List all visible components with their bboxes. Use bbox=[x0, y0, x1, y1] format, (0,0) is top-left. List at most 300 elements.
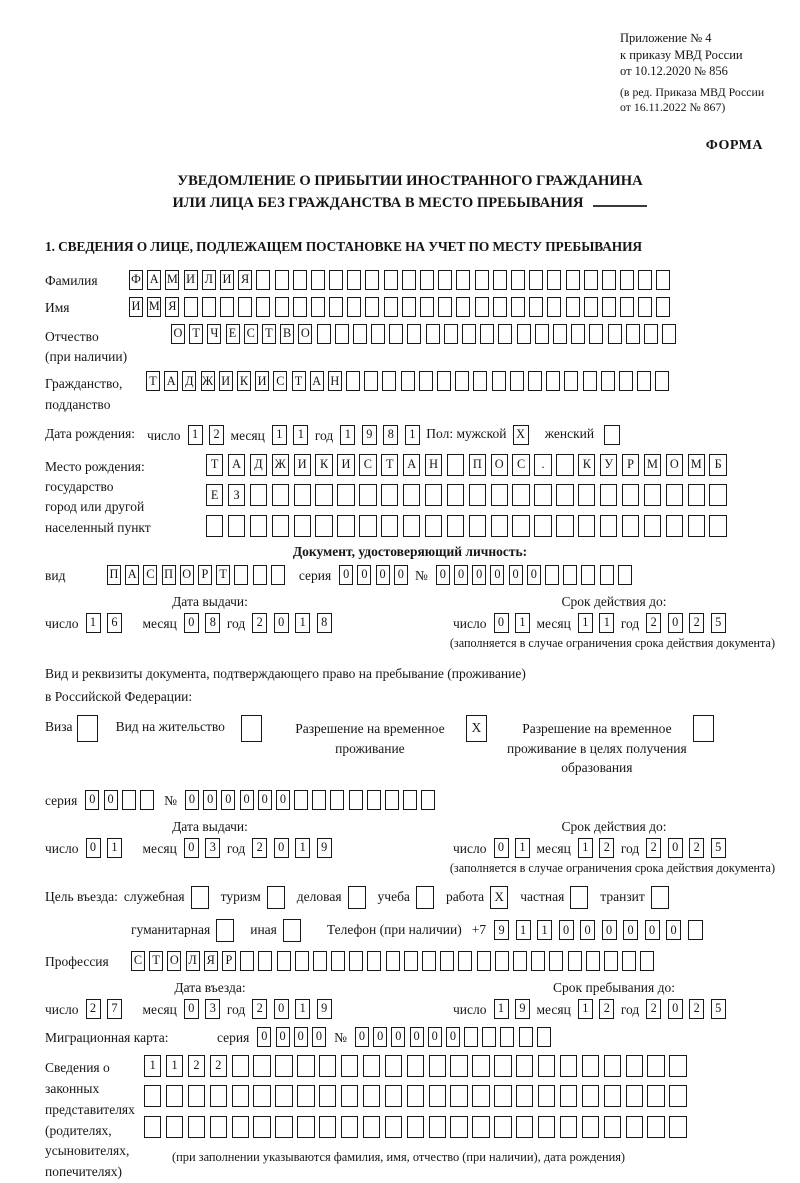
char-cell[interactable]: 0 bbox=[454, 565, 468, 585]
char-cell[interactable] bbox=[669, 1085, 686, 1107]
char-cell[interactable] bbox=[341, 1116, 358, 1138]
char-cell[interactable] bbox=[271, 565, 285, 585]
char-cell[interactable] bbox=[563, 565, 577, 585]
char-cell[interactable] bbox=[637, 371, 651, 391]
char-cell[interactable]: 0 bbox=[221, 790, 235, 810]
char-cell[interactable]: 1 bbox=[537, 920, 552, 940]
char-cell[interactable]: 0 bbox=[339, 565, 353, 585]
char-cell[interactable] bbox=[491, 515, 508, 537]
char-cell[interactable]: 2 bbox=[86, 999, 101, 1019]
char-cell[interactable]: С bbox=[131, 951, 145, 971]
char-cell[interactable] bbox=[582, 1055, 599, 1077]
char-cell[interactable]: З bbox=[228, 484, 245, 506]
char-cell[interactable] bbox=[166, 1116, 183, 1138]
sex-female-checkbox[interactable] bbox=[604, 425, 620, 445]
char-cell[interactable]: 0 bbox=[428, 1027, 442, 1047]
char-cell[interactable] bbox=[608, 324, 622, 344]
char-cell[interactable] bbox=[644, 324, 658, 344]
char-cell[interactable]: Б bbox=[709, 454, 726, 476]
char-cell[interactable]: Н bbox=[328, 371, 342, 391]
char-cell[interactable]: Я bbox=[165, 297, 179, 317]
char-cell[interactable] bbox=[275, 1055, 292, 1077]
char-cell[interactable] bbox=[556, 484, 573, 506]
char-cell[interactable]: 1 bbox=[293, 425, 308, 445]
char-cell[interactable] bbox=[426, 324, 440, 344]
char-cell[interactable] bbox=[294, 515, 311, 537]
char-cell[interactable]: С bbox=[512, 454, 529, 476]
purpose-work-checkbox[interactable]: X bbox=[490, 886, 508, 909]
char-cell[interactable] bbox=[492, 371, 506, 391]
char-cell[interactable] bbox=[402, 297, 416, 317]
char-cell[interactable] bbox=[537, 1027, 551, 1047]
char-cell[interactable]: А bbox=[310, 371, 324, 391]
char-cell[interactable]: 0 bbox=[494, 838, 509, 858]
char-cell[interactable]: 0 bbox=[645, 920, 660, 940]
char-cell[interactable] bbox=[638, 270, 652, 290]
char-cell[interactable] bbox=[622, 484, 639, 506]
char-cell[interactable]: 0 bbox=[394, 565, 408, 585]
char-cell[interactable] bbox=[604, 1085, 621, 1107]
char-cell[interactable]: 1 bbox=[494, 999, 509, 1019]
char-cell[interactable] bbox=[238, 297, 252, 317]
char-cell[interactable] bbox=[275, 270, 289, 290]
char-cell[interactable] bbox=[389, 324, 403, 344]
char-cell[interactable] bbox=[438, 297, 452, 317]
char-cell[interactable]: С bbox=[143, 565, 157, 585]
purpose-humanitarian-checkbox[interactable] bbox=[216, 919, 234, 942]
char-cell[interactable] bbox=[184, 297, 198, 317]
temp-residence-education-checkbox[interactable] bbox=[693, 715, 714, 742]
char-cell[interactable]: 0 bbox=[357, 565, 371, 585]
char-cell[interactable] bbox=[365, 297, 379, 317]
char-cell[interactable]: 0 bbox=[668, 999, 683, 1019]
char-cell[interactable] bbox=[450, 1085, 467, 1107]
char-cell[interactable]: 1 bbox=[188, 425, 203, 445]
char-cell[interactable] bbox=[228, 515, 245, 537]
char-cell[interactable] bbox=[655, 371, 669, 391]
char-cell[interactable]: Е bbox=[226, 324, 240, 344]
char-cell[interactable] bbox=[586, 951, 600, 971]
char-cell[interactable] bbox=[385, 790, 399, 810]
char-cell[interactable]: 0 bbox=[104, 790, 118, 810]
char-cell[interactable] bbox=[240, 951, 254, 971]
char-cell[interactable] bbox=[547, 270, 561, 290]
char-cell[interactable]: 2 bbox=[188, 1055, 205, 1077]
char-cell[interactable] bbox=[420, 297, 434, 317]
char-cell[interactable]: 0 bbox=[559, 920, 574, 940]
char-cell[interactable] bbox=[206, 515, 223, 537]
char-cell[interactable] bbox=[421, 790, 435, 810]
char-cell[interactable]: 0 bbox=[86, 838, 101, 858]
char-cell[interactable]: 0 bbox=[436, 565, 450, 585]
char-cell[interactable] bbox=[640, 951, 654, 971]
char-cell[interactable] bbox=[450, 1116, 467, 1138]
char-cell[interactable]: . bbox=[534, 454, 551, 476]
char-cell[interactable]: 2 bbox=[689, 613, 704, 633]
char-cell[interactable] bbox=[363, 1085, 380, 1107]
char-cell[interactable]: 0 bbox=[355, 1027, 369, 1047]
char-cell[interactable] bbox=[386, 951, 400, 971]
char-cell[interactable] bbox=[583, 371, 597, 391]
char-cell[interactable]: Ж bbox=[272, 454, 289, 476]
char-cell[interactable] bbox=[210, 1085, 227, 1107]
char-cell[interactable] bbox=[510, 371, 524, 391]
char-cell[interactable] bbox=[335, 324, 349, 344]
char-cell[interactable] bbox=[425, 484, 442, 506]
char-cell[interactable] bbox=[462, 324, 476, 344]
char-cell[interactable]: 2 bbox=[689, 999, 704, 1019]
char-cell[interactable]: 0 bbox=[602, 920, 617, 940]
char-cell[interactable]: 0 bbox=[668, 613, 683, 633]
char-cell[interactable]: 0 bbox=[185, 790, 199, 810]
char-cell[interactable] bbox=[493, 297, 507, 317]
char-cell[interactable] bbox=[626, 1116, 643, 1138]
char-cell[interactable]: 8 bbox=[317, 613, 332, 633]
char-cell[interactable]: 0 bbox=[85, 790, 99, 810]
char-cell[interactable]: М bbox=[644, 454, 661, 476]
char-cell[interactable] bbox=[295, 951, 309, 971]
char-cell[interactable] bbox=[341, 1055, 358, 1077]
char-cell[interactable]: Т bbox=[189, 324, 203, 344]
char-cell[interactable]: 1 bbox=[578, 838, 593, 858]
char-cell[interactable] bbox=[482, 1027, 496, 1047]
char-cell[interactable] bbox=[256, 297, 270, 317]
char-cell[interactable] bbox=[571, 324, 585, 344]
char-cell[interactable] bbox=[534, 515, 551, 537]
char-cell[interactable]: С bbox=[359, 454, 376, 476]
char-cell[interactable] bbox=[656, 270, 670, 290]
char-cell[interactable] bbox=[404, 951, 418, 971]
char-cell[interactable] bbox=[347, 297, 361, 317]
char-cell[interactable] bbox=[600, 515, 617, 537]
char-cell[interactable] bbox=[604, 1055, 621, 1077]
char-cell[interactable]: Л bbox=[186, 951, 200, 971]
char-cell[interactable]: 9 bbox=[515, 999, 530, 1019]
char-cell[interactable]: И bbox=[337, 454, 354, 476]
char-cell[interactable] bbox=[566, 270, 580, 290]
char-cell[interactable] bbox=[349, 951, 363, 971]
char-cell[interactable] bbox=[669, 1116, 686, 1138]
char-cell[interactable] bbox=[475, 297, 489, 317]
char-cell[interactable]: Ч bbox=[207, 324, 221, 344]
char-cell[interactable] bbox=[604, 951, 618, 971]
char-cell[interactable] bbox=[456, 297, 470, 317]
char-cell[interactable] bbox=[403, 484, 420, 506]
char-cell[interactable] bbox=[547, 297, 561, 317]
char-cell[interactable] bbox=[293, 270, 307, 290]
char-cell[interactable] bbox=[317, 324, 331, 344]
char-cell[interactable] bbox=[329, 270, 343, 290]
char-cell[interactable] bbox=[584, 270, 598, 290]
char-cell[interactable]: Т bbox=[381, 454, 398, 476]
char-cell[interactable] bbox=[491, 484, 508, 506]
purpose-other-checkbox[interactable] bbox=[283, 919, 301, 942]
char-cell[interactable]: О bbox=[180, 565, 194, 585]
char-cell[interactable] bbox=[384, 297, 398, 317]
char-cell[interactable]: Д bbox=[250, 454, 267, 476]
char-cell[interactable] bbox=[553, 324, 567, 344]
char-cell[interactable]: Т bbox=[149, 951, 163, 971]
char-cell[interactable] bbox=[347, 270, 361, 290]
char-cell[interactable] bbox=[647, 1055, 664, 1077]
char-cell[interactable] bbox=[444, 324, 458, 344]
char-cell[interactable] bbox=[455, 371, 469, 391]
char-cell[interactable] bbox=[359, 484, 376, 506]
char-cell[interactable] bbox=[688, 920, 703, 940]
char-cell[interactable]: 3 bbox=[205, 838, 220, 858]
char-cell[interactable]: О bbox=[171, 324, 185, 344]
char-cell[interactable]: 0 bbox=[623, 920, 638, 940]
char-cell[interactable]: 0 bbox=[274, 838, 289, 858]
char-cell[interactable]: 0 bbox=[276, 790, 290, 810]
char-cell[interactable] bbox=[469, 484, 486, 506]
char-cell[interactable] bbox=[407, 324, 421, 344]
purpose-tourism-checkbox[interactable] bbox=[267, 886, 285, 909]
char-cell[interactable] bbox=[253, 1116, 270, 1138]
char-cell[interactable]: 6 bbox=[107, 613, 122, 633]
char-cell[interactable] bbox=[513, 951, 527, 971]
char-cell[interactable] bbox=[638, 297, 652, 317]
char-cell[interactable] bbox=[688, 515, 705, 537]
char-cell[interactable] bbox=[447, 484, 464, 506]
char-cell[interactable]: Ж bbox=[201, 371, 215, 391]
char-cell[interactable] bbox=[450, 1055, 467, 1077]
char-cell[interactable] bbox=[422, 951, 436, 971]
char-cell[interactable] bbox=[666, 484, 683, 506]
char-cell[interactable] bbox=[220, 297, 234, 317]
char-cell[interactable] bbox=[319, 1116, 336, 1138]
char-cell[interactable] bbox=[253, 1085, 270, 1107]
char-cell[interactable] bbox=[589, 324, 603, 344]
char-cell[interactable] bbox=[407, 1085, 424, 1107]
char-cell[interactable]: Т bbox=[206, 454, 223, 476]
char-cell[interactable] bbox=[472, 1116, 489, 1138]
char-cell[interactable] bbox=[272, 484, 289, 506]
char-cell[interactable] bbox=[331, 951, 345, 971]
char-cell[interactable] bbox=[297, 1085, 314, 1107]
char-cell[interactable] bbox=[293, 297, 307, 317]
char-cell[interactable]: 1 bbox=[515, 838, 530, 858]
char-cell[interactable]: М bbox=[165, 270, 179, 290]
char-cell[interactable] bbox=[319, 1085, 336, 1107]
char-cell[interactable]: Т bbox=[146, 371, 160, 391]
char-cell[interactable] bbox=[669, 1055, 686, 1077]
char-cell[interactable]: 0 bbox=[274, 613, 289, 633]
char-cell[interactable] bbox=[363, 1116, 380, 1138]
char-cell[interactable] bbox=[437, 371, 451, 391]
char-cell[interactable] bbox=[475, 270, 489, 290]
char-cell[interactable]: П bbox=[107, 565, 121, 585]
char-cell[interactable] bbox=[601, 371, 615, 391]
char-cell[interactable] bbox=[622, 515, 639, 537]
char-cell[interactable] bbox=[419, 371, 433, 391]
char-cell[interactable]: 0 bbox=[184, 613, 199, 633]
char-cell[interactable] bbox=[469, 515, 486, 537]
char-cell[interactable] bbox=[529, 270, 543, 290]
char-cell[interactable]: 1 bbox=[515, 613, 530, 633]
char-cell[interactable]: 0 bbox=[446, 1027, 460, 1047]
char-cell[interactable]: 1 bbox=[86, 613, 101, 633]
char-cell[interactable] bbox=[546, 371, 560, 391]
char-cell[interactable]: 1 bbox=[516, 920, 531, 940]
sex-male-checkbox[interactable]: X bbox=[513, 425, 529, 445]
char-cell[interactable]: 0 bbox=[312, 1027, 326, 1047]
char-cell[interactable] bbox=[250, 515, 267, 537]
char-cell[interactable] bbox=[385, 1085, 402, 1107]
char-cell[interactable]: 0 bbox=[276, 1027, 290, 1047]
char-cell[interactable] bbox=[626, 1055, 643, 1077]
char-cell[interactable]: К bbox=[578, 454, 595, 476]
char-cell[interactable] bbox=[512, 515, 529, 537]
char-cell[interactable]: Е bbox=[206, 484, 223, 506]
char-cell[interactable] bbox=[402, 270, 416, 290]
char-cell[interactable] bbox=[253, 565, 267, 585]
char-cell[interactable] bbox=[556, 515, 573, 537]
char-cell[interactable]: 2 bbox=[210, 1055, 227, 1077]
char-cell[interactable] bbox=[403, 790, 417, 810]
char-cell[interactable]: 2 bbox=[252, 838, 267, 858]
char-cell[interactable]: 2 bbox=[689, 838, 704, 858]
char-cell[interactable] bbox=[582, 1116, 599, 1138]
char-cell[interactable]: 8 bbox=[205, 613, 220, 633]
char-cell[interactable] bbox=[367, 790, 381, 810]
char-cell[interactable] bbox=[556, 454, 573, 476]
char-cell[interactable] bbox=[337, 515, 354, 537]
purpose-business-checkbox[interactable] bbox=[348, 886, 366, 909]
char-cell[interactable]: 0 bbox=[373, 1027, 387, 1047]
char-cell[interactable] bbox=[535, 324, 549, 344]
char-cell[interactable] bbox=[619, 371, 633, 391]
char-cell[interactable]: 1 bbox=[295, 999, 310, 1019]
char-cell[interactable]: 2 bbox=[252, 613, 267, 633]
char-cell[interactable] bbox=[275, 1085, 292, 1107]
char-cell[interactable] bbox=[662, 324, 676, 344]
char-cell[interactable]: 0 bbox=[294, 1027, 308, 1047]
char-cell[interactable]: Д bbox=[182, 371, 196, 391]
char-cell[interactable] bbox=[232, 1085, 249, 1107]
char-cell[interactable]: 0 bbox=[509, 565, 523, 585]
char-cell[interactable] bbox=[545, 565, 559, 585]
char-cell[interactable] bbox=[512, 484, 529, 506]
char-cell[interactable] bbox=[144, 1085, 161, 1107]
char-cell[interactable]: 0 bbox=[274, 999, 289, 1019]
char-cell[interactable]: 1 bbox=[166, 1055, 183, 1077]
char-cell[interactable] bbox=[578, 515, 595, 537]
char-cell[interactable] bbox=[600, 565, 614, 585]
char-cell[interactable] bbox=[210, 1116, 227, 1138]
char-cell[interactable] bbox=[294, 790, 308, 810]
char-cell[interactable] bbox=[429, 1085, 446, 1107]
char-cell[interactable] bbox=[604, 1116, 621, 1138]
char-cell[interactable]: Т bbox=[292, 371, 306, 391]
char-cell[interactable] bbox=[622, 951, 636, 971]
char-cell[interactable] bbox=[312, 790, 326, 810]
char-cell[interactable] bbox=[429, 1116, 446, 1138]
char-cell[interactable] bbox=[709, 515, 726, 537]
char-cell[interactable] bbox=[618, 565, 632, 585]
char-cell[interactable]: Л bbox=[202, 270, 216, 290]
char-cell[interactable] bbox=[341, 1085, 358, 1107]
char-cell[interactable] bbox=[315, 484, 332, 506]
char-cell[interactable] bbox=[560, 1055, 577, 1077]
char-cell[interactable] bbox=[250, 484, 267, 506]
char-cell[interactable]: У bbox=[600, 454, 617, 476]
char-cell[interactable]: И bbox=[129, 297, 143, 317]
char-cell[interactable] bbox=[620, 297, 634, 317]
char-cell[interactable] bbox=[528, 371, 542, 391]
char-cell[interactable] bbox=[600, 484, 617, 506]
char-cell[interactable] bbox=[256, 270, 270, 290]
char-cell[interactable]: 0 bbox=[494, 613, 509, 633]
char-cell[interactable] bbox=[429, 1055, 446, 1077]
char-cell[interactable] bbox=[480, 324, 494, 344]
char-cell[interactable]: 0 bbox=[472, 565, 486, 585]
char-cell[interactable]: 7 bbox=[107, 999, 122, 1019]
char-cell[interactable]: 9 bbox=[362, 425, 377, 445]
char-cell[interactable]: 1 bbox=[272, 425, 287, 445]
char-cell[interactable] bbox=[144, 1116, 161, 1138]
char-cell[interactable] bbox=[626, 1085, 643, 1107]
char-cell[interactable]: 0 bbox=[580, 920, 595, 940]
char-cell[interactable] bbox=[529, 297, 543, 317]
char-cell[interactable]: Т bbox=[216, 565, 230, 585]
char-cell[interactable]: 3 bbox=[205, 999, 220, 1019]
visa-checkbox[interactable] bbox=[77, 715, 98, 742]
char-cell[interactable]: 1 bbox=[295, 613, 310, 633]
char-cell[interactable] bbox=[367, 951, 381, 971]
char-cell[interactable]: Ф bbox=[129, 270, 143, 290]
char-cell[interactable] bbox=[407, 1055, 424, 1077]
char-cell[interactable] bbox=[516, 1085, 533, 1107]
char-cell[interactable]: 0 bbox=[184, 999, 199, 1019]
char-cell[interactable] bbox=[232, 1055, 249, 1077]
char-cell[interactable] bbox=[688, 484, 705, 506]
char-cell[interactable] bbox=[353, 324, 367, 344]
char-cell[interactable]: О bbox=[167, 951, 181, 971]
char-cell[interactable] bbox=[420, 270, 434, 290]
char-cell[interactable] bbox=[337, 484, 354, 506]
char-cell[interactable] bbox=[626, 324, 640, 344]
char-cell[interactable] bbox=[517, 324, 531, 344]
char-cell[interactable]: 1 bbox=[144, 1055, 161, 1077]
char-cell[interactable]: 1 bbox=[405, 425, 420, 445]
char-cell[interactable] bbox=[516, 1055, 533, 1077]
char-cell[interactable] bbox=[602, 297, 616, 317]
char-cell[interactable]: 8 bbox=[383, 425, 398, 445]
char-cell[interactable]: 2 bbox=[209, 425, 224, 445]
char-cell[interactable]: Р bbox=[222, 951, 236, 971]
char-cell[interactable] bbox=[500, 1027, 514, 1047]
char-cell[interactable] bbox=[371, 324, 385, 344]
char-cell[interactable]: С bbox=[244, 324, 258, 344]
purpose-study-checkbox[interactable] bbox=[416, 886, 434, 909]
char-cell[interactable] bbox=[407, 1116, 424, 1138]
char-cell[interactable]: М bbox=[688, 454, 705, 476]
char-cell[interactable]: Т bbox=[262, 324, 276, 344]
char-cell[interactable] bbox=[538, 1085, 555, 1107]
char-cell[interactable]: И bbox=[220, 270, 234, 290]
char-cell[interactable]: 2 bbox=[646, 613, 661, 633]
char-cell[interactable]: А bbox=[147, 270, 161, 290]
char-cell[interactable] bbox=[122, 790, 136, 810]
char-cell[interactable] bbox=[647, 1085, 664, 1107]
char-cell[interactable] bbox=[584, 297, 598, 317]
char-cell[interactable] bbox=[493, 270, 507, 290]
char-cell[interactable] bbox=[330, 790, 344, 810]
char-cell[interactable] bbox=[381, 515, 398, 537]
char-cell[interactable] bbox=[644, 484, 661, 506]
char-cell[interactable]: Я bbox=[204, 951, 218, 971]
